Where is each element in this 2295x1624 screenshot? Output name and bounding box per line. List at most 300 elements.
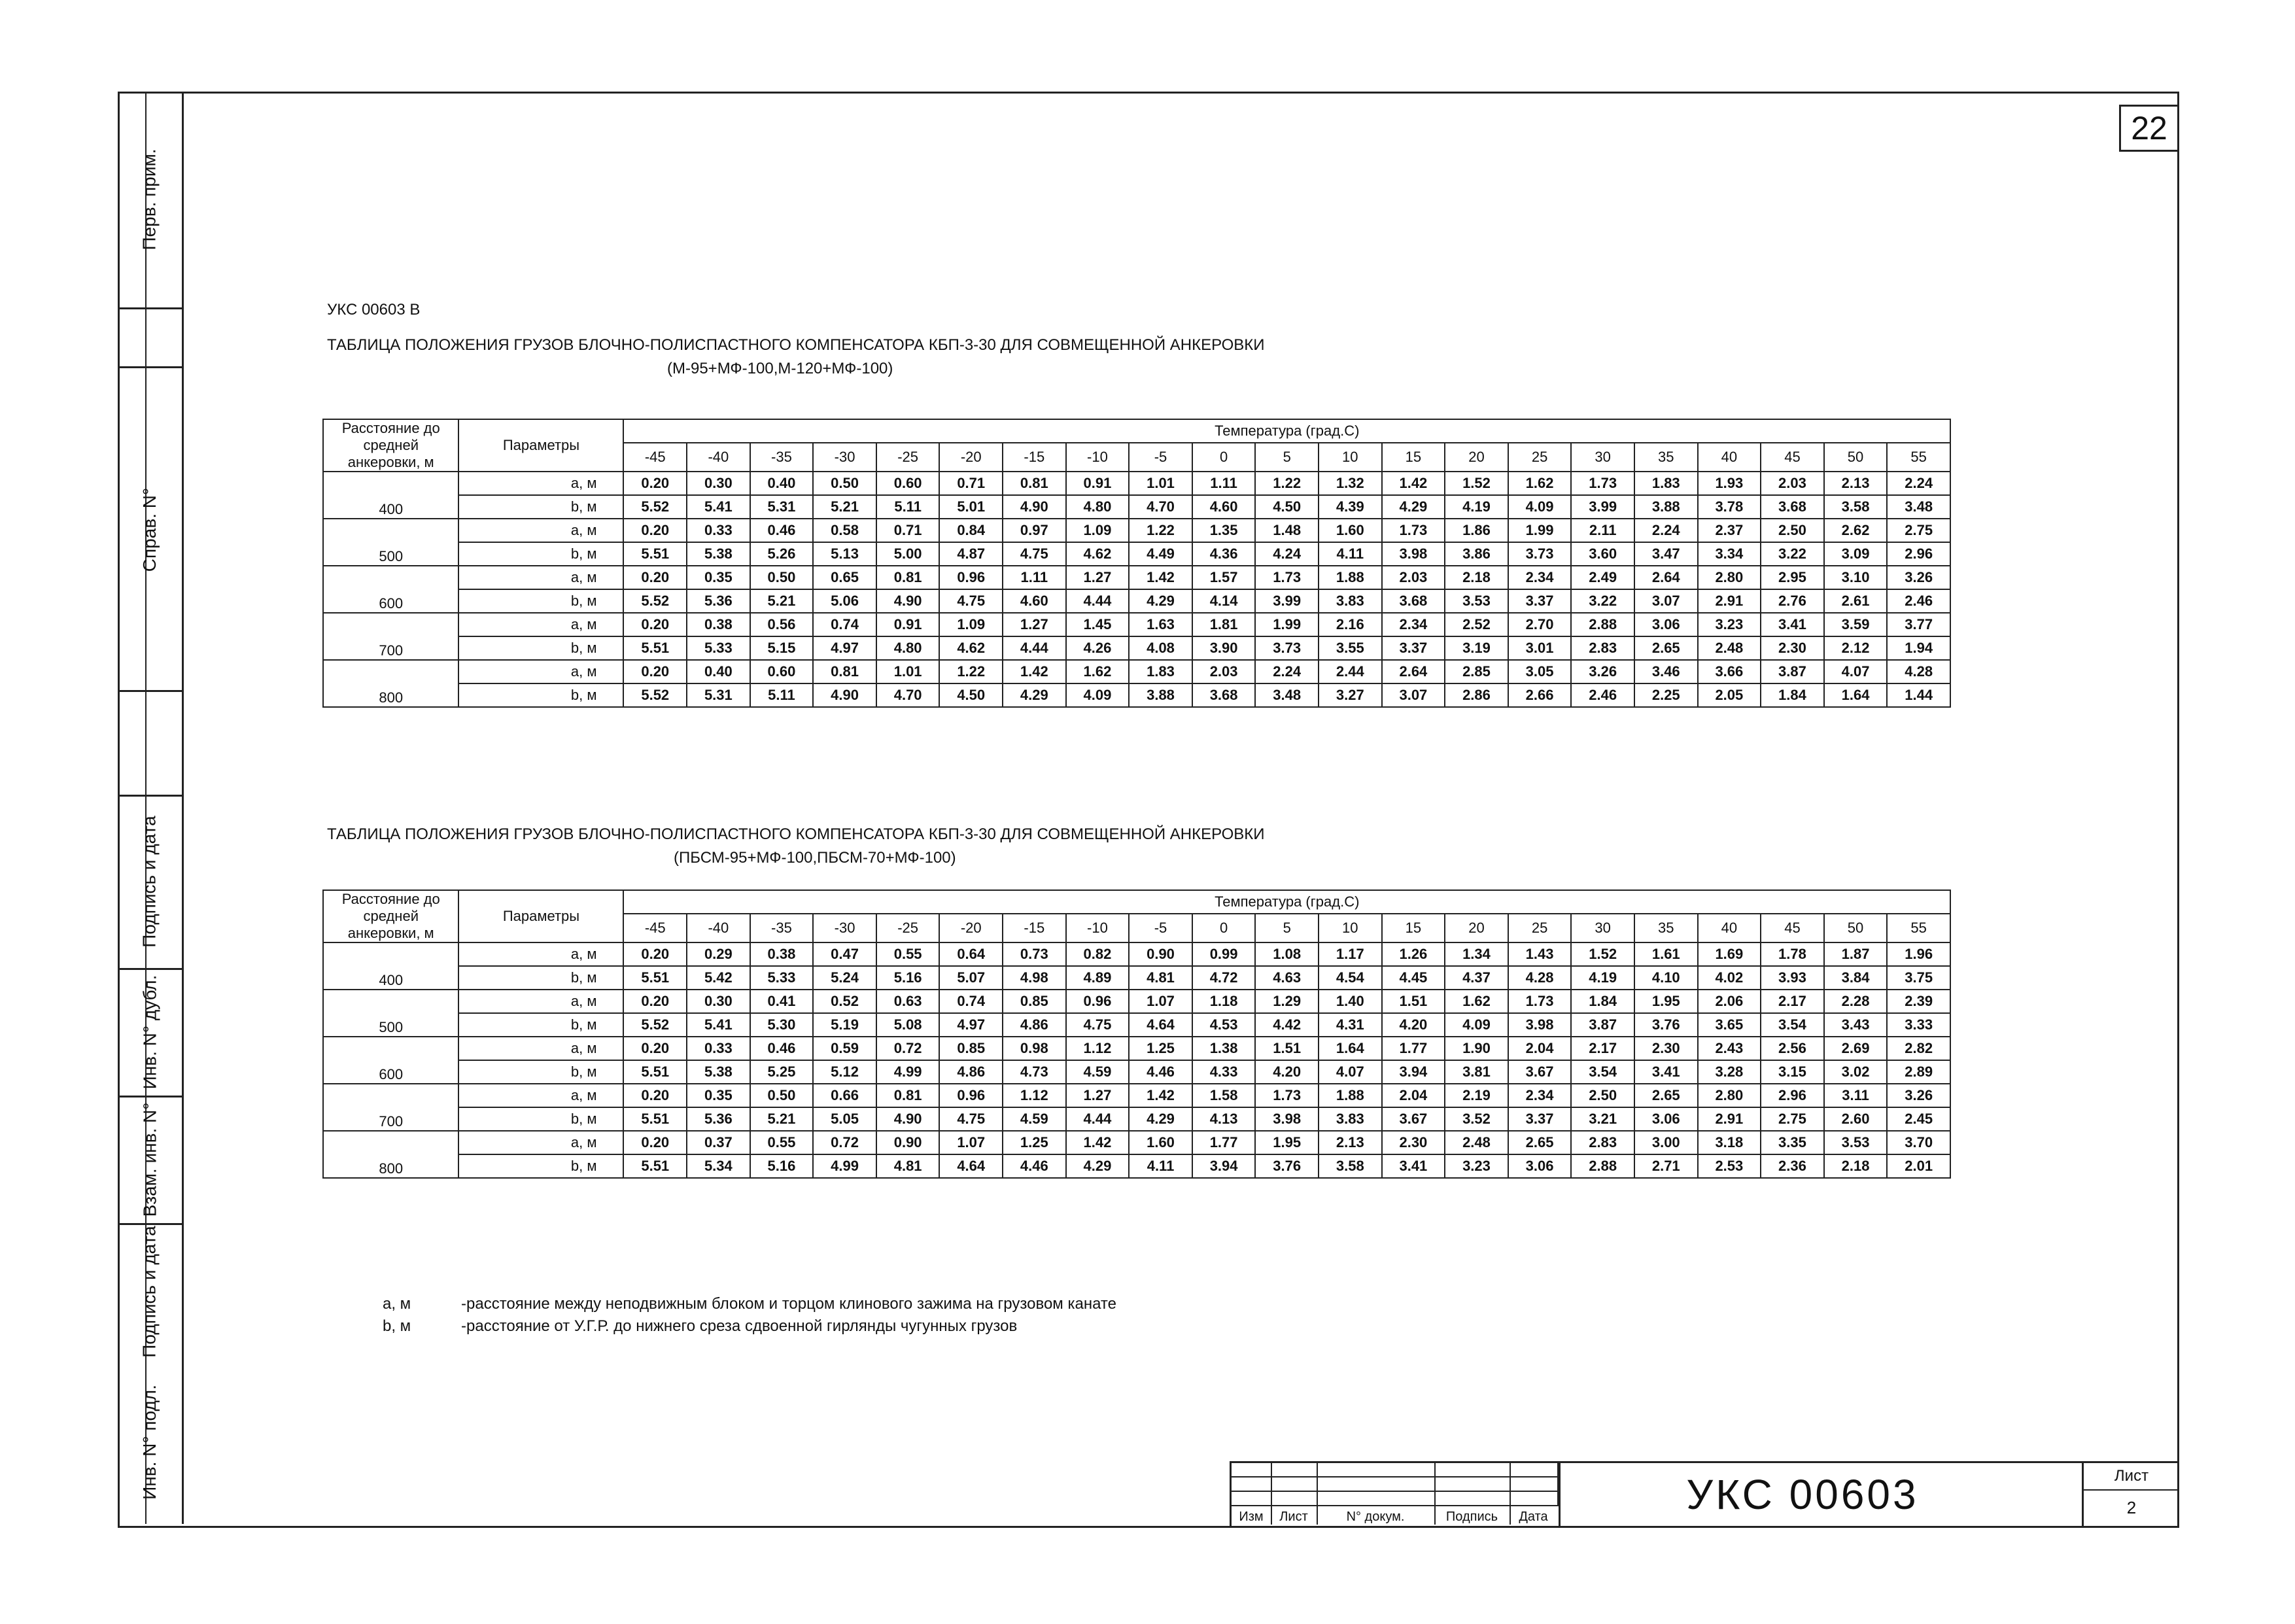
value-cell-b: 4.90 [876,589,940,613]
value-cell-b: 5.19 [813,1013,876,1037]
value-cell-b: 3.73 [1255,636,1319,660]
value-cell-a: 0.91 [876,613,940,636]
value-cell-b: 4.29 [1382,495,1445,519]
value-cell-b: 5.36 [687,1107,750,1131]
value-cell-a: 0.52 [813,990,876,1013]
value-cell-a: 1.35 [1192,519,1256,542]
value-cell-b: 2.83 [1571,636,1634,660]
value-cell-a: 2.56 [1761,1037,1824,1060]
value-cell-b: 4.44 [1066,1107,1130,1131]
value-cell-a: 1.83 [1634,472,1698,495]
param-b-cell: b, м [458,1107,623,1131]
side-label-vzam-inv: Взам. инв. N° [139,1102,160,1217]
value-cell-a: 0.81 [876,566,940,589]
temperature-header-cell: 0 [1192,443,1256,472]
value-cell-b: 4.54 [1319,966,1382,990]
value-cell-a: 1.73 [1571,472,1634,495]
header-params: Параметры [458,419,623,472]
value-cell-b: 4.97 [813,636,876,660]
value-cell-b: 5.36 [687,589,750,613]
value-cell-a: 0.59 [813,1037,876,1060]
value-cell-a: 3.18 [1698,1131,1761,1154]
value-cell-b: 4.44 [1003,636,1066,660]
value-cell-a: 2.44 [1319,660,1382,683]
temperature-header-cell: 35 [1634,443,1698,472]
value-cell-b: 4.90 [1003,495,1066,519]
value-cell-a: 1.11 [1192,472,1256,495]
value-cell-a: 2.80 [1698,1084,1761,1107]
value-cell-b: 4.45 [1382,966,1445,990]
value-cell-b: 4.73 [1003,1060,1066,1084]
value-cell-b: 4.24 [1255,542,1319,566]
value-cell-a: 1.25 [1003,1131,1066,1154]
value-cell-b: 3.07 [1634,589,1698,613]
distance-cell: 600 [323,1037,458,1084]
value-cell-a: 0.81 [813,660,876,683]
value-cell-b: 4.39 [1319,495,1382,519]
value-cell-b: 1.44 [1887,683,1950,707]
value-cell-b: 3.58 [1824,495,1888,519]
value-cell-a: 1.93 [1698,472,1761,495]
value-cell-b: 4.75 [1003,542,1066,566]
value-cell-b: 3.33 [1887,1013,1950,1037]
value-cell-a: 0.47 [813,942,876,966]
value-cell-a: 3.00 [1634,1131,1698,1154]
value-cell-a: 2.37 [1698,519,1761,542]
value-cell-a: 3.23 [1698,613,1761,636]
value-cell-a: 0.73 [1003,942,1066,966]
value-cell-a: 3.10 [1824,566,1888,589]
value-cell-a: 1.64 [1319,1037,1382,1060]
value-cell-a: 2.96 [1761,1084,1824,1107]
param-a-cell: a, м [458,1131,623,1154]
value-cell-b: 4.46 [1129,1060,1192,1084]
value-cell-b: 4.89 [1066,966,1130,990]
value-cell-b: 5.08 [876,1013,940,1037]
value-cell-b: 4.86 [1003,1013,1066,1037]
temperature-header-cell: -20 [939,914,1003,942]
value-cell-b: 5.51 [623,966,687,990]
value-cell-b: 3.73 [1508,542,1572,566]
value-cell-a: 1.27 [1066,1084,1130,1107]
sheet-number: 2 [2126,1498,2137,1517]
value-cell-b: 3.19 [1445,636,1508,660]
value-cell-a: 2.34 [1508,1084,1572,1107]
table1-subtitle: (М-95+МФ-100,М-120+МФ-100) [667,360,893,377]
value-cell-a: 1.99 [1508,519,1572,542]
distance-cell: 800 [323,1131,458,1178]
value-cell-a: 0.66 [813,1084,876,1107]
value-cell-b: 3.15 [1761,1060,1824,1084]
table2 [322,890,1951,1179]
sheet-label: Лист [2084,1463,2179,1491]
value-cell-a: 0.85 [939,1037,1003,1060]
value-cell-a: 0.84 [939,519,1003,542]
value-cell-a: 0.72 [876,1037,940,1060]
value-cell-b: 3.93 [1761,966,1824,990]
value-cell-b: 4.60 [1003,589,1066,613]
value-cell-b: 5.21 [750,589,814,613]
header-distance: Расстояние до средней анкеровки, м [323,890,458,942]
value-cell-a: 1.51 [1382,990,1445,1013]
value-cell-a: 1.25 [1129,1037,1192,1060]
value-cell-b: 3.60 [1571,542,1634,566]
temperature-header-cell: -15 [1003,443,1066,472]
value-cell-b: 3.22 [1571,589,1634,613]
value-cell-a: 3.05 [1508,660,1572,683]
value-cell-a: 2.50 [1571,1084,1634,1107]
value-cell-a: 0.46 [750,1037,814,1060]
value-cell-a: 2.17 [1761,990,1824,1013]
value-cell-a: 1.45 [1066,613,1130,636]
value-cell-b: 4.44 [1066,589,1130,613]
param-b-cell: b, м [458,1060,623,1084]
temperature-header-cell: -40 [687,914,750,942]
value-cell-a: 1.17 [1319,942,1382,966]
legend-item-b: b, м -расстояние от У.Г.Р. до нижнего среза сдвоенной гирлянды чугунных грузов [383,1317,1018,1335]
value-cell-a: 1.86 [1445,519,1508,542]
value-cell-a: 3.26 [1571,660,1634,683]
value-cell-a: 3.87 [1761,660,1824,683]
side-strip-rule [118,690,182,692]
value-cell-b: 4.60 [1192,495,1256,519]
value-cell-b: 4.64 [1129,1013,1192,1037]
value-cell-b: 4.10 [1634,966,1698,990]
value-cell-b: 4.75 [939,1107,1003,1131]
value-cell-a: 1.43 [1508,942,1572,966]
temperature-header-cell: 30 [1571,914,1634,942]
value-cell-b: 5.51 [623,542,687,566]
temperature-header-cell: 45 [1761,914,1824,942]
param-a-cell: a, м [458,519,623,542]
value-cell-a: 1.27 [1003,613,1066,636]
value-cell-a: 2.95 [1761,566,1824,589]
value-cell-a: 0.20 [623,472,687,495]
value-cell-b: 3.41 [1634,1060,1698,1084]
value-cell-b: 4.46 [1003,1154,1066,1178]
value-cell-b: 4.09 [1445,1013,1508,1037]
value-cell-a: 0.20 [623,1131,687,1154]
value-cell-a: 2.43 [1698,1037,1761,1060]
side-strip-rule [118,366,182,368]
value-cell-a: 2.85 [1445,660,1508,683]
value-cell-b: 3.68 [1761,495,1824,519]
temperature-header-cell: -15 [1003,914,1066,942]
value-cell-b: 4.62 [1066,542,1130,566]
value-cell-a: 2.18 [1445,566,1508,589]
value-cell-a: 2.88 [1571,613,1634,636]
value-cell-a: 1.12 [1066,1037,1130,1060]
param-a-cell: a, м [458,566,623,589]
value-cell-b: 5.00 [876,542,940,566]
value-cell-b: 4.86 [939,1060,1003,1084]
value-cell-a: 2.28 [1824,990,1888,1013]
value-cell-b: 3.90 [1192,636,1256,660]
value-cell-b: 5.12 [813,1060,876,1084]
param-a-cell: a, м [458,660,623,683]
value-cell-a: 0.90 [876,1131,940,1154]
legend-item-a: a, м -расстояние между неподвижным блоком и торцом клинового зажима на грузовом канате [383,1295,1116,1313]
value-cell-b: 3.02 [1824,1060,1888,1084]
temperature-header-cell: 25 [1508,914,1572,942]
value-cell-a: 1.22 [1129,519,1192,542]
value-cell-a: 1.63 [1129,613,1192,636]
value-cell-b: 2.30 [1761,636,1824,660]
value-cell-a: 1.18 [1192,990,1256,1013]
value-cell-a: 1.52 [1571,942,1634,966]
value-cell-b: 2.66 [1508,683,1572,707]
value-cell-a: 1.60 [1319,519,1382,542]
value-cell-a: 0.71 [876,519,940,542]
value-cell-a: 3.77 [1887,613,1950,636]
value-cell-a: 2.49 [1571,566,1634,589]
param-b-cell: b, м [458,1154,623,1178]
value-cell-b: 2.61 [1824,589,1888,613]
value-cell-b: 4.11 [1129,1154,1192,1178]
distance-cell: 400 [323,942,458,990]
value-cell-b: 5.31 [687,683,750,707]
temperature-header-cell: 45 [1761,443,1824,472]
temperature-header-cell: 50 [1824,443,1888,472]
value-cell-b: 3.37 [1508,589,1572,613]
value-cell-a: 1.12 [1003,1084,1066,1107]
value-cell-a: 1.84 [1571,990,1634,1013]
value-cell-a: 1.62 [1445,990,1508,1013]
value-cell-b: 3.94 [1382,1060,1445,1084]
value-cell-b: 2.88 [1571,1154,1634,1178]
title-block [1230,1461,2179,1528]
temperature-header-cell: -5 [1129,443,1192,472]
value-cell-a: 3.41 [1761,613,1824,636]
value-cell-a: 1.69 [1698,942,1761,966]
value-cell-a: 2.83 [1571,1131,1634,1154]
value-cell-b: 4.02 [1698,966,1761,990]
value-cell-b: 3.09 [1824,542,1888,566]
value-cell-b: 5.34 [687,1154,750,1178]
value-cell-a: 2.24 [1255,660,1319,683]
table1-title: ТАБЛИЦА ПОЛОЖЕНИЯ ГРУЗОВ БЛОЧНО-ПОЛИСПАСТНОГО КОМПЕНСАТОРА КБП-3-30 ДЛЯ СОВМЕЩЕННОЙ АНКЕРОВКИ [327,336,1265,354]
value-cell-a: 2.11 [1571,519,1634,542]
distance-cell: 700 [323,613,458,660]
value-cell-a: 0.20 [623,519,687,542]
value-cell-a: 1.96 [1887,942,1950,966]
value-cell-b: 5.52 [623,1013,687,1037]
value-cell-a: 0.20 [623,990,687,1013]
table2-title: ТАБЛИЦА ПОЛОЖЕНИЯ ГРУЗОВ БЛОЧНО-ПОЛИСПАСТНОГО КОМПЕНСАТОРА КБП-3-30 ДЛЯ СОВМЕЩЕННОЙ АНКЕРОВКИ [327,825,1265,843]
header-temperature: Температура (град.С) [623,419,1950,443]
value-cell-b: 2.91 [1698,1107,1761,1131]
value-cell-b: 3.01 [1508,636,1572,660]
value-cell-b: 4.50 [939,683,1003,707]
value-cell-b: 5.16 [750,1154,814,1178]
value-cell-a: 1.09 [939,613,1003,636]
value-cell-a: 1.08 [1255,942,1319,966]
value-cell-b: 5.21 [750,1107,814,1131]
value-cell-b: 4.33 [1192,1060,1256,1084]
value-cell-a: 1.38 [1192,1037,1256,1060]
param-b-cell: b, м [458,683,623,707]
temperature-header-cell: 20 [1445,443,1508,472]
distance-cell: 600 [323,566,458,613]
value-cell-a: 2.34 [1508,566,1572,589]
value-cell-b: 3.52 [1445,1107,1508,1131]
value-cell-a: 0.30 [687,990,750,1013]
value-cell-a: 4.28 [1887,660,1950,683]
value-cell-b: 5.30 [750,1013,814,1037]
value-cell-b: 2.01 [1887,1154,1950,1178]
value-cell-a: 2.04 [1508,1037,1572,1060]
value-cell-a: 1.81 [1192,613,1256,636]
value-cell-a: 2.03 [1192,660,1256,683]
value-cell-a: 1.58 [1192,1084,1256,1107]
value-cell-a: 2.75 [1887,519,1950,542]
value-cell-a: 1.40 [1319,990,1382,1013]
value-cell-b: 5.25 [750,1060,814,1084]
value-cell-b: 5.42 [687,966,750,990]
value-cell-a: 2.16 [1319,613,1382,636]
value-cell-b: 5.33 [687,636,750,660]
revision-grid [1232,1463,1559,1526]
value-cell-b: 4.26 [1066,636,1130,660]
value-cell-a: 1.52 [1445,472,1508,495]
value-cell-a: 1.48 [1255,519,1319,542]
value-cell-b: 3.76 [1634,1013,1698,1037]
value-cell-a: 1.01 [876,660,940,683]
value-cell-a: 1.57 [1192,566,1256,589]
value-cell-b: 5.07 [939,966,1003,990]
value-cell-a: 1.42 [1129,1084,1192,1107]
value-cell-b: 4.62 [939,636,1003,660]
param-b-cell: b, м [458,589,623,613]
value-cell-b: 2.76 [1761,589,1824,613]
value-cell-a: 0.40 [687,660,750,683]
value-cell-b: 3.88 [1634,495,1698,519]
value-cell-a: 1.77 [1382,1037,1445,1060]
value-cell-a: 0.71 [939,472,1003,495]
value-cell-b: 4.29 [1066,1154,1130,1178]
value-cell-b: 4.70 [876,683,940,707]
value-cell-a: 2.03 [1382,566,1445,589]
temperature-header-cell: -40 [687,443,750,472]
value-cell-b: 4.09 [1508,495,1572,519]
value-cell-a: 0.99 [1192,942,1256,966]
value-cell-b: 2.36 [1761,1154,1824,1178]
temperature-header-cell: 10 [1319,914,1382,942]
value-cell-b: 5.11 [750,683,814,707]
value-cell-a: 3.06 [1634,613,1698,636]
value-cell-a: 3.26 [1887,566,1950,589]
sheet-corner-number: 22 [2119,105,2179,152]
value-cell-b: 3.98 [1255,1107,1319,1131]
value-cell-a: 0.97 [1003,519,1066,542]
value-cell-a: 1.42 [1129,566,1192,589]
value-cell-a: 0.37 [687,1131,750,1154]
value-cell-b: 2.05 [1698,683,1761,707]
value-cell-b: 2.86 [1445,683,1508,707]
value-cell-b: 4.87 [939,542,1003,566]
value-cell-a: 2.13 [1824,472,1888,495]
value-cell-a: 2.80 [1698,566,1761,589]
value-cell-a: 1.61 [1634,942,1698,966]
value-cell-b: 4.99 [813,1154,876,1178]
value-cell-b: 4.80 [876,636,940,660]
value-cell-a: 0.58 [813,519,876,542]
value-cell-b: 4.99 [876,1060,940,1084]
value-cell-a: 0.20 [623,1084,687,1107]
value-cell-b: 4.80 [1066,495,1130,519]
value-cell-a: 3.53 [1824,1131,1888,1154]
value-cell-b: 4.75 [1066,1013,1130,1037]
temperature-header-cell: -30 [813,443,876,472]
temperature-header-cell: -20 [939,443,1003,472]
value-cell-b: 4.75 [939,589,1003,613]
value-cell-b: 3.21 [1571,1107,1634,1131]
value-cell-a: 1.42 [1066,1131,1130,1154]
value-cell-b: 1.64 [1824,683,1888,707]
temperature-header-cell: 50 [1824,914,1888,942]
value-cell-b: 3.83 [1319,589,1382,613]
table2-subtitle: (ПБСМ-95+МФ-100,ПБСМ-70+МФ-100) [674,849,956,867]
value-cell-b: 3.37 [1508,1107,1572,1131]
temperature-header-cell: -35 [750,914,814,942]
temperature-header-cell: -25 [876,443,940,472]
param-a-cell: a, м [458,942,623,966]
value-cell-b: 2.46 [1571,683,1634,707]
param-a-cell: a, м [458,472,623,495]
temperature-header-cell: -35 [750,443,814,472]
value-cell-a: 1.11 [1003,566,1066,589]
value-cell-a: 1.87 [1824,942,1888,966]
distance-cell: 400 [323,472,458,519]
value-cell-b: 4.90 [813,683,876,707]
value-cell-a: 1.27 [1066,566,1130,589]
value-cell-b: 5.05 [813,1107,876,1131]
value-cell-a: 1.73 [1255,1084,1319,1107]
value-cell-b: 3.98 [1508,1013,1572,1037]
value-cell-a: 2.69 [1824,1037,1888,1060]
param-a-cell: a, м [458,990,623,1013]
value-cell-b: 5.13 [813,542,876,566]
value-cell-b: 4.19 [1571,966,1634,990]
value-cell-a: 1.88 [1319,1084,1382,1107]
value-cell-b: 2.48 [1698,636,1761,660]
value-cell-b: 5.51 [623,1154,687,1178]
value-cell-b: 5.01 [939,495,1003,519]
value-cell-b: 4.19 [1445,495,1508,519]
value-cell-b: 3.54 [1761,1013,1824,1037]
temperature-header-cell: -30 [813,914,876,942]
value-cell-b: 3.99 [1255,589,1319,613]
value-cell-b: 4.42 [1255,1013,1319,1037]
value-cell-a: 0.20 [623,613,687,636]
value-cell-b: 3.99 [1571,495,1634,519]
value-cell-a: 3.26 [1887,1084,1950,1107]
value-cell-a: 0.29 [687,942,750,966]
value-cell-b: 5.51 [623,636,687,660]
value-cell-b: 4.28 [1508,966,1572,990]
value-cell-b: 5.15 [750,636,814,660]
value-cell-a: 0.50 [813,472,876,495]
value-cell-b: 3.41 [1382,1154,1445,1178]
temperature-header-cell: 0 [1192,914,1256,942]
value-cell-a: 2.70 [1508,613,1572,636]
temperature-header-cell: -10 [1066,443,1130,472]
value-cell-a: 0.74 [939,990,1003,1013]
value-cell-a: 2.24 [1634,519,1698,542]
temperature-header-cell: 5 [1255,443,1319,472]
value-cell-a: 2.50 [1761,519,1824,542]
side-label-perv-prim: Перв. прим. [139,148,160,251]
